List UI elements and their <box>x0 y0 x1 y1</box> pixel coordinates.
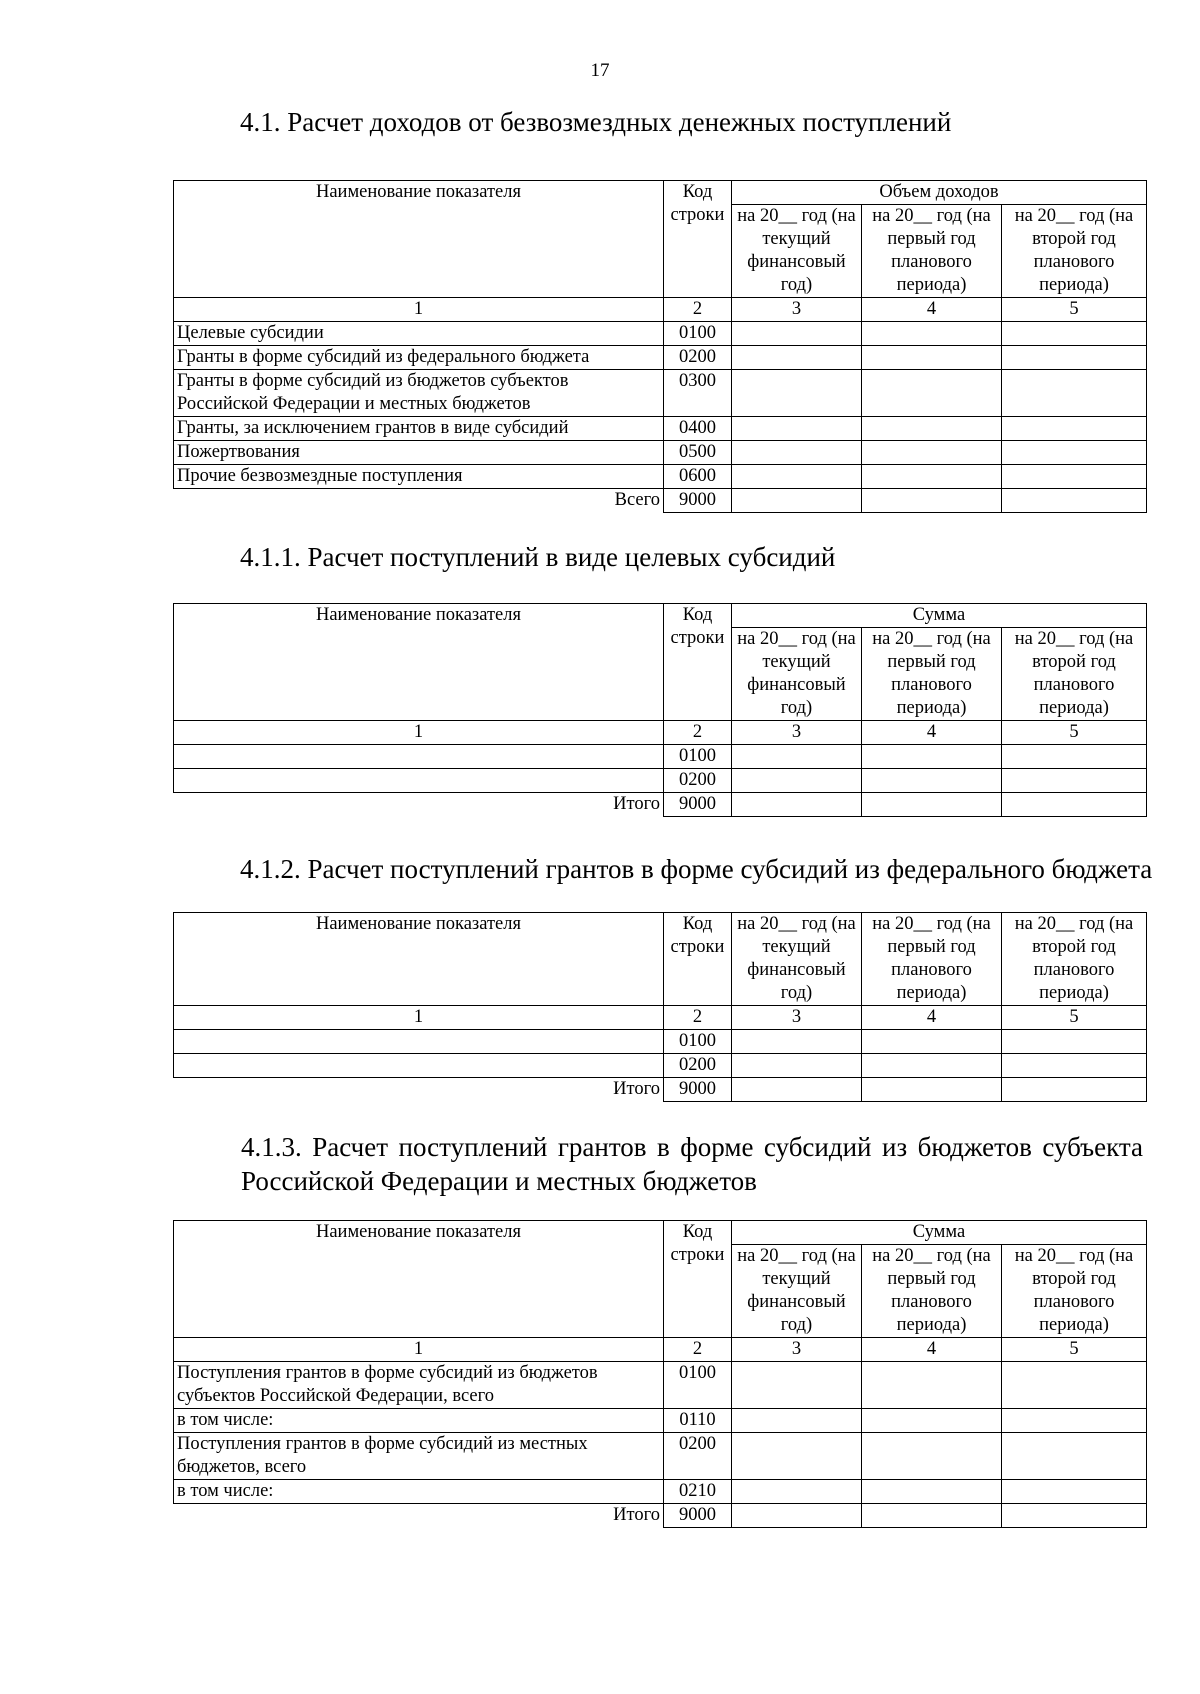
col-number: 3 <box>732 298 862 322</box>
col-number: 4 <box>862 1338 1002 1362</box>
col-number: 1 <box>174 1338 664 1362</box>
value-cell[interactable] <box>862 370 1002 417</box>
col-number: 2 <box>664 721 732 745</box>
value-cell[interactable] <box>1002 417 1147 441</box>
section-411-table <box>173 603 1147 817</box>
table-row <box>174 441 1147 465</box>
total-code: 9000 <box>664 1078 732 1102</box>
row-code: 0400 <box>664 417 732 441</box>
value-cell[interactable] <box>732 322 862 346</box>
value-cell[interactable] <box>862 489 1002 513</box>
total-code: 9000 <box>664 1504 732 1528</box>
header-name: Наименование показателя <box>174 1221 664 1338</box>
row-name: Гранты, за исключением грантов в виде субсидий <box>174 417 664 441</box>
value-cell[interactable] <box>1002 1054 1147 1078</box>
header-year-second: на 20__ год (на второй год планового периода) <box>1002 205 1147 298</box>
value-cell[interactable] <box>1002 1433 1147 1480</box>
col-number: 3 <box>732 1006 862 1030</box>
value-cell[interactable] <box>1002 322 1147 346</box>
table-row <box>174 745 1147 769</box>
header-group: Сумма <box>732 1221 1147 1245</box>
value-cell[interactable] <box>862 1433 1002 1480</box>
col-number: 2 <box>664 1338 732 1362</box>
value-cell[interactable] <box>862 322 1002 346</box>
col-number: 2 <box>664 298 732 322</box>
value-cell[interactable] <box>732 1030 862 1054</box>
row-code: 0600 <box>664 465 732 489</box>
value-cell[interactable] <box>862 417 1002 441</box>
table-row <box>174 1362 1147 1409</box>
table-row <box>174 465 1147 489</box>
value-cell[interactable] <box>732 370 862 417</box>
total-row <box>174 793 1147 817</box>
table-row <box>174 346 1147 370</box>
total-label: Итого <box>174 793 664 817</box>
value-cell[interactable] <box>1002 346 1147 370</box>
header-year-current: на 20__ год (на текущий финансовый год) <box>732 205 862 298</box>
page-number: 17 <box>590 60 610 81</box>
row-code: 0300 <box>664 370 732 417</box>
row-code: 0100 <box>664 1362 732 1409</box>
col-number: 1 <box>174 298 664 322</box>
col-number: 2 <box>664 1006 732 1030</box>
header-year-first: на 20__ год (на первый год планового периода) <box>862 1245 1002 1338</box>
table-row <box>174 417 1147 441</box>
col-number: 5 <box>1002 721 1147 745</box>
row-name: в том числе: <box>174 1409 664 1433</box>
row-name: Поступления грантов в форме субсидий из бюджетов субъектов Российской Федерации, всего <box>174 1362 664 1409</box>
section-413-table <box>173 1220 1147 1528</box>
row-code: 0100 <box>664 1030 732 1054</box>
col-number: 5 <box>1002 1006 1147 1030</box>
header-year-first: на 20__ год (на первый год планового периода) <box>862 205 1002 298</box>
section-41-table <box>173 180 1147 513</box>
table-row <box>174 1030 1147 1054</box>
total-label: Итого <box>174 1078 664 1102</box>
row-name[interactable] <box>174 769 664 793</box>
value-cell[interactable] <box>1002 370 1147 417</box>
section-412-title: 4.1.2. Расчет поступлений грантов в форме субсидий из федерального бюджета <box>240 854 1153 884</box>
row-name[interactable] <box>174 1054 664 1078</box>
value-cell[interactable] <box>732 1054 862 1078</box>
row-code: 0110 <box>664 1409 732 1433</box>
table-row <box>174 1409 1147 1433</box>
total-row <box>174 1504 1147 1528</box>
value-cell[interactable] <box>732 1409 862 1433</box>
table-row <box>174 1480 1147 1504</box>
value-cell[interactable] <box>732 769 862 793</box>
row-name: в том числе: <box>174 1480 664 1504</box>
value-cell[interactable] <box>732 346 862 370</box>
value-cell[interactable] <box>732 489 862 513</box>
column-numbers-row <box>174 298 1147 322</box>
value-cell[interactable] <box>1002 441 1147 465</box>
row-name: Гранты в форме субсидий из федерального бюджета <box>174 346 664 370</box>
table-row <box>174 769 1147 793</box>
row-code: 0210 <box>664 1480 732 1504</box>
row-name[interactable] <box>174 745 664 769</box>
table-row <box>174 370 1147 417</box>
header-code: Код строки <box>664 181 732 298</box>
value-cell[interactable] <box>732 417 862 441</box>
header-code: Код строки <box>664 604 732 721</box>
value-cell[interactable] <box>732 793 862 817</box>
section-412-table <box>173 912 1147 1102</box>
value-cell[interactable] <box>862 346 1002 370</box>
row-name: Прочие безвозмездные поступления <box>174 465 664 489</box>
value-cell[interactable] <box>1002 1480 1147 1504</box>
header-year-current: на 20__ год (на текущий финансовый год) <box>732 1245 862 1338</box>
row-code: 0100 <box>664 745 732 769</box>
value-cell[interactable] <box>862 441 1002 465</box>
col-number: 3 <box>732 721 862 745</box>
header-year-second: на 20__ год (на второй год планового периода) <box>1002 628 1147 721</box>
section-41-title: 4.1. Расчет доходов от безвозмездных денежных поступлений <box>240 107 952 137</box>
header-name: Наименование показателя <box>174 604 664 721</box>
value-cell[interactable] <box>732 1078 862 1102</box>
total-row <box>174 1078 1147 1102</box>
value-cell[interactable] <box>862 1504 1002 1528</box>
value-cell[interactable] <box>1002 1504 1147 1528</box>
column-numbers-row <box>174 1338 1147 1362</box>
value-cell[interactable] <box>862 1078 1002 1102</box>
col-number: 4 <box>862 721 1002 745</box>
section-411-title: 4.1.1. Расчет поступлений в виде целевых субсидий <box>240 542 836 572</box>
value-cell[interactable] <box>732 465 862 489</box>
value-cell[interactable] <box>732 745 862 769</box>
row-name: Целевые субсидии <box>174 322 664 346</box>
value-cell[interactable] <box>862 1480 1002 1504</box>
total-row <box>174 489 1147 513</box>
header-name: Наименование показателя <box>174 181 664 298</box>
col-number: 3 <box>732 1338 862 1362</box>
value-cell[interactable] <box>862 1362 1002 1409</box>
total-label: Итого <box>174 1504 664 1528</box>
col-number: 1 <box>174 721 664 745</box>
col-number: 5 <box>1002 1338 1147 1362</box>
value-cell[interactable] <box>732 1480 862 1504</box>
total-label: Всего <box>174 489 664 513</box>
row-code: 0200 <box>664 346 732 370</box>
column-numbers-row <box>174 1006 1147 1030</box>
row-code: 0200 <box>664 1433 732 1480</box>
value-cell[interactable] <box>862 1054 1002 1078</box>
value-cell[interactable] <box>1002 1409 1147 1433</box>
header-code: Код строки <box>664 1221 732 1338</box>
value-cell[interactable] <box>1002 465 1147 489</box>
value-cell[interactable] <box>732 1504 862 1528</box>
row-name: Пожертвования <box>174 441 664 465</box>
row-code: 0100 <box>664 322 732 346</box>
section-413-title-text: 4.1.3. Расчет поступлений грантов в форме субсидий из бюджетов субъекта Российской Федерации и местных бюджетов <box>241 1132 1143 1196</box>
col-number: 1 <box>174 1006 664 1030</box>
header-year-first: на 20__ год (на первый год планового периода) <box>862 913 1002 1006</box>
col-number: 4 <box>862 1006 1002 1030</box>
row-code: 0200 <box>664 1054 732 1078</box>
row-name: Поступления грантов в форме субсидий из местных бюджетов, всего <box>174 1433 664 1480</box>
value-cell[interactable] <box>1002 489 1147 513</box>
value-cell[interactable] <box>862 465 1002 489</box>
value-cell[interactable] <box>732 1433 862 1480</box>
row-name[interactable] <box>174 1030 664 1054</box>
value-cell[interactable] <box>862 769 1002 793</box>
header-code: Код строки <box>664 913 732 1006</box>
header-year-second: на 20__ год (на второй год планового периода) <box>1002 1245 1147 1338</box>
col-number: 4 <box>862 298 1002 322</box>
row-name: Гранты в форме субсидий из бюджетов субъектов Российской Федерации и местных бюджетов <box>174 370 664 417</box>
value-cell[interactable] <box>1002 769 1147 793</box>
header-year-current: на 20__ год (на текущий финансовый год) <box>732 913 862 1006</box>
value-cell[interactable] <box>862 1030 1002 1054</box>
row-code: 0200 <box>664 769 732 793</box>
value-cell[interactable] <box>862 1409 1002 1433</box>
table-row <box>174 322 1147 346</box>
total-code: 9000 <box>664 489 732 513</box>
header-name: Наименование показателя <box>174 913 664 1006</box>
table-row <box>174 1433 1147 1480</box>
value-cell[interactable] <box>1002 793 1147 817</box>
value-cell[interactable] <box>1002 1362 1147 1409</box>
value-cell[interactable] <box>1002 1030 1147 1054</box>
col-number: 5 <box>1002 298 1147 322</box>
value-cell[interactable] <box>732 441 862 465</box>
total-code: 9000 <box>664 793 732 817</box>
column-numbers-row <box>174 721 1147 745</box>
header-year-current: на 20__ год (на текущий финансовый год) <box>732 628 862 721</box>
header-group: Объем доходов <box>732 181 1147 205</box>
row-code: 0500 <box>664 441 732 465</box>
value-cell[interactable] <box>862 745 1002 769</box>
value-cell[interactable] <box>732 1362 862 1409</box>
table-row <box>174 1054 1147 1078</box>
header-year-first: на 20__ год (на первый год планового периода) <box>862 628 1002 721</box>
header-group: Сумма <box>732 604 1147 628</box>
section-413-title <box>173 1130 1143 1198</box>
value-cell[interactable] <box>862 793 1002 817</box>
value-cell[interactable] <box>1002 745 1147 769</box>
value-cell[interactable] <box>1002 1078 1147 1102</box>
header-year-second: на 20__ год (на второй год планового периода) <box>1002 913 1147 1006</box>
